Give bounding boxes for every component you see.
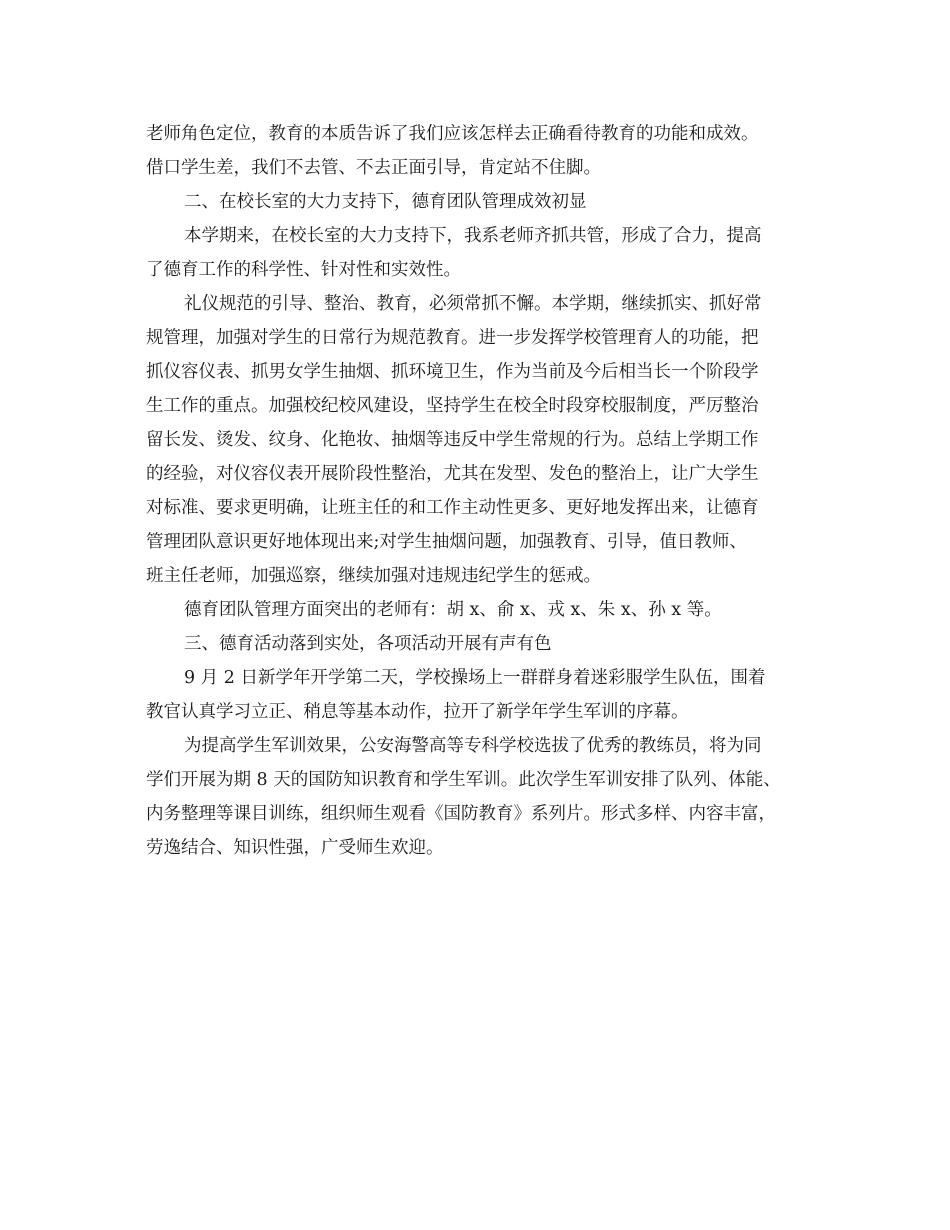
text-line: 借口学生差，我们不去管、不去正面引导，肯定站不住脚。 — [146, 158, 601, 178]
text-line: 劳逸结合、知识性强，广受师生欢迎。 — [146, 838, 444, 858]
text-line: 管理团队意识更好地体现出来;对学生抽烟问题，加强教育、引导，值日教师、 — [146, 532, 747, 552]
text-line: 内务整理等课目训练，组织师生观看《国防教育》系列片。形式多样、内容丰富， — [146, 804, 776, 824]
text-line: 9 月 2 日新学年开学第二天，学校操场上一群群身着迷彩服学生队伍，围着 — [184, 668, 766, 688]
text-line: 对标准、要求更明确，让班主任的和工作主动性更多、更好地发挥出来，让德育 — [146, 498, 759, 518]
text-line: 生工作的重点。加强校纪校风建设，坚持学生在校全时段穿校服制度，严厉整治 — [146, 396, 759, 416]
text-line: 二、在校长室的大力支持下，德育团队管理成效初显 — [184, 192, 587, 212]
text-line: 规管理，加强对学生的日常行为规范教育。进一步发挥学校管理育人的功能，把 — [146, 328, 759, 348]
document-body — [146, 117, 806, 865]
text-line: 抓仪容仪表、抓男女学生抽烟、抓环境卫生，作为当前及今后相当长一个阶段学 — [146, 362, 759, 382]
text-line: 礼仪规范的引导、整治、教育，必须常抓不懈。本学期，继续抓实、抓好常 — [184, 294, 762, 314]
text-line: 本学期来，在校长室的大力支持下，我系老师齐抓共管，形成了合力，提高 — [184, 226, 762, 246]
text-line: 为提高学生军训效果，公安海警高等专科学校选拔了优秀的教练员，将为同 — [184, 736, 762, 756]
text-line: 的经验，对仪容仪表开展阶段性整治，尤其在发型、发色的整治上，让广大学生 — [146, 464, 759, 484]
text-line: 留长发、烫发、纹身、化艳妆、抽烟等违反中学生常规的行为。总结上学期工作 — [146, 430, 759, 450]
text-line: 学们开展为期 8 天的国防知识教育和学生军训。此次学生军训安排了队列、体能、 — [146, 770, 781, 790]
text-line: 班主任老师，加强巡察，继续加强对违规违纪学生的惩戒。 — [146, 566, 601, 586]
text-line: 德育团队管理方面突出的老师有：胡 x、俞 x、戎 x、朱 x、孙 x 等。 — [184, 600, 722, 620]
text-line: 教官认真学习立正、稍息等基本动作，拉开了新学年学生军训的序幕。 — [146, 702, 689, 722]
text-line: 老师角色定位，教育的本质告诉了我们应该怎样去正确看待教育的功能和成效。 — [146, 124, 759, 144]
text-line: 了德育工作的科学性、针对性和实效性。 — [146, 260, 461, 280]
text-line: 三、德育活动落到实处，各项活动开展有声有色 — [184, 634, 552, 654]
